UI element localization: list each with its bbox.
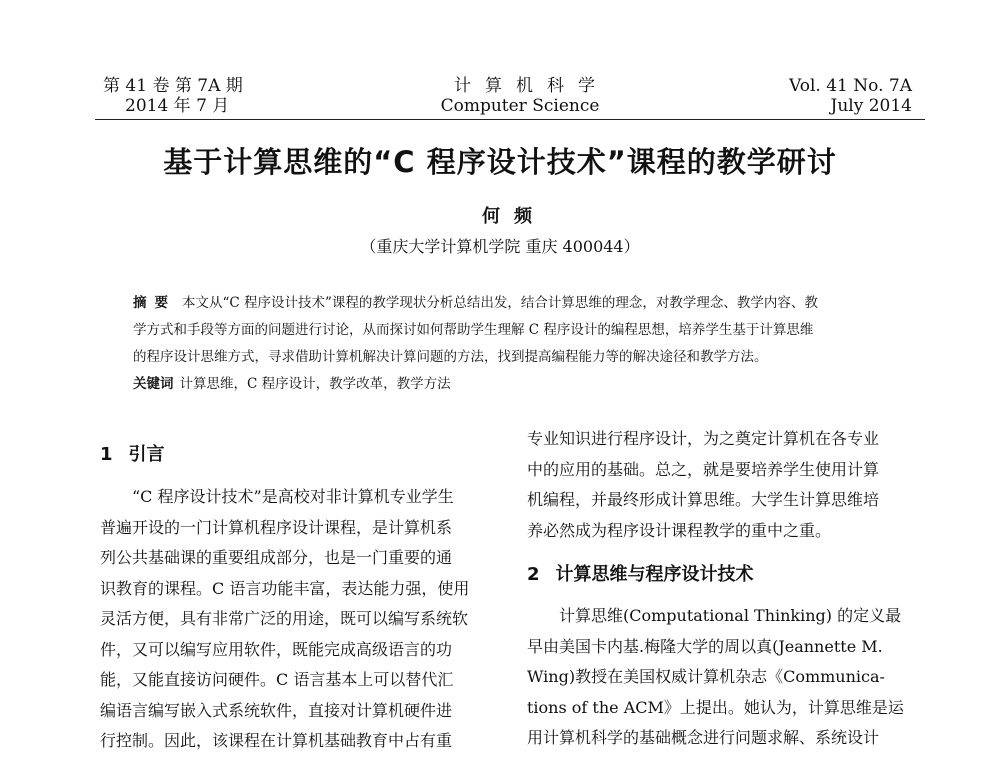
body-line: tions of the ACM》上提出。她认为，计算思维是运	[527, 697, 904, 717]
abstract-label: 摘要	[133, 295, 176, 311]
keywords-label: 关键词	[133, 376, 174, 392]
body-line: Wing)教授在美国权威计算机杂志《Communica-	[527, 667, 885, 686]
volume-issue-en: Vol. 41 No. 7A	[789, 76, 912, 96]
volume-issue-line: 第 41 卷 第 7A 期	[103, 76, 243, 96]
right-column-continuation	[527, 424, 927, 546]
body-line: 用计算机科学的基础概念进行问题求解、系统设计	[527, 728, 880, 747]
journal-name-en: Computer Science	[440, 96, 600, 116]
body-line: 列公共基础课的重要组成部分，也是一门重要的通	[100, 548, 453, 567]
body-line: 早由美国卡内基.梅隆大学的周以真(Jeannette M.	[527, 636, 883, 656]
body-line: 中的应用的基础。总之，就是要培养学生使用计算	[527, 459, 880, 479]
body-line: 行控制。因此，该课程在计算机基础教育中占有重	[100, 731, 453, 750]
keywords-text: 计算思维，C 程序设计，教学改革，教学方法	[179, 376, 451, 392]
publication-date-en: July 2014	[830, 96, 912, 116]
keywords-line	[133, 371, 893, 398]
section-2-body	[527, 601, 927, 754]
publication-date-cn: 2014 年 7 月	[125, 96, 230, 116]
body-line: 普遍开设的一门计算机程序设计课程，是计算机系	[100, 517, 453, 537]
section-1-body	[100, 482, 495, 757]
abstract-text-2: 学方式和手段等方面的问题进行讨论，从而探讨如何帮助学生理解 C 程序设计的编程思想，培养学生基于计算思维	[133, 322, 814, 338]
body-line: 养必然成为程序设计课程教学的重中之重。	[527, 520, 832, 540]
section-2-title: 计算思维与程序设计技术	[555, 564, 754, 585]
author-affiliation: （重庆大学计算机学院 重庆 400044）	[360, 237, 640, 256]
section-2-heading	[527, 560, 754, 586]
section-1-heading	[100, 440, 165, 466]
body-line: 件，又可以编写应用软件，既能完成高级语言的功	[100, 639, 453, 659]
paper-author: 何频	[482, 206, 546, 227]
abstract-text-1: 本文从“C 程序设计技术”课程的教学现状分析总结出发，结合计算思维的理念，对教学理念、教学内容、教	[182, 295, 818, 311]
body-line: 能，又能直接访问硬件。C 语言基本上可以替代汇	[100, 670, 454, 689]
body-line: 识教育的课程。C 语言功能丰富，表达能力强，使用	[100, 578, 470, 598]
body-line: 专业知识进行程序设计，为之奠定计算机在各专业	[527, 429, 880, 448]
journal-volume-issue-en	[789, 76, 912, 116]
abstract	[133, 290, 893, 398]
journal-name	[440, 76, 609, 116]
journal-volume-issue	[103, 76, 243, 116]
section-2-number: 2	[527, 564, 540, 585]
header-rule	[95, 119, 925, 120]
journal-name-cn: 计算机科学	[454, 76, 609, 96]
paper-title: 基于计算思维的“C 程序设计技术”课程的教学研讨	[163, 145, 837, 179]
body-line: 机编程，并最终形成计算思维。大学生计算思维培	[527, 490, 880, 509]
body-line: 灵活方便，具有非常广泛的用途，既可以编写系统软	[100, 609, 469, 628]
body-line: 计算思维(Computational Thinking) 的定义最	[559, 606, 902, 625]
abstract-text-3: 的程序设计思维方式，寻求借助计算机解决计算问题的方法，找到提高编程能力等的解决途径和教学方法。	[133, 349, 768, 365]
body-line: “C 程序设计技术”是高校对非计算机专业学生	[132, 487, 454, 506]
section-1-title: 引言	[128, 444, 165, 465]
section-1-number: 1	[100, 444, 113, 465]
abstract-line	[133, 290, 893, 317]
body-line: 编语言编写嵌入式系统软件，直接对计算机硬件进	[100, 700, 453, 720]
